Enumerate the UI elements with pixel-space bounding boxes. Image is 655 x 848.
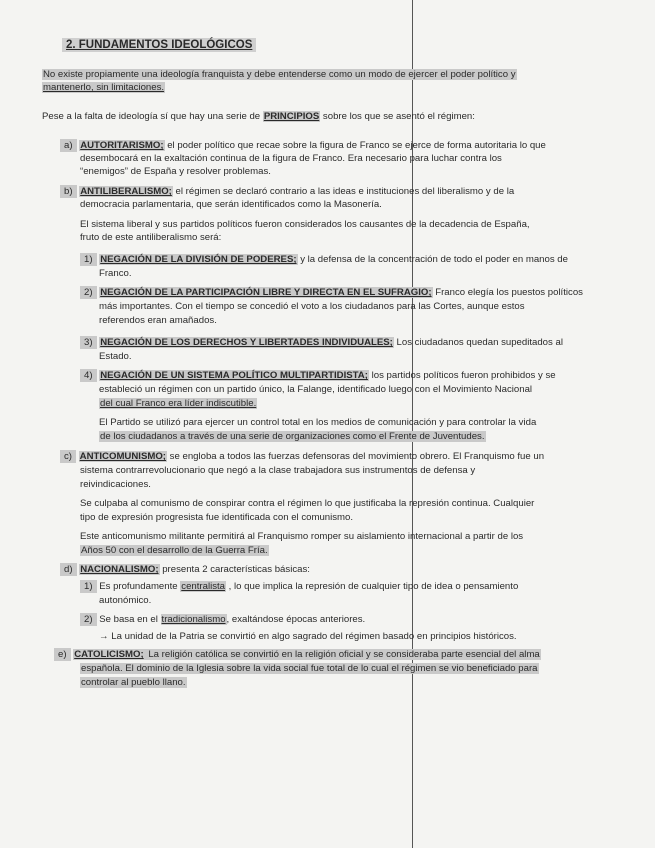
item-b2: 2) NEGACIÓN DE LA PARTICIPACIÓN LIBRE Y DIRECTA EN EL SUFRAGIO; Franco elegía los puestos políticos <box>80 286 583 299</box>
item-d1-line-2: autonómico. <box>99 595 152 606</box>
arrow-right-icon: → <box>99 631 109 642</box>
item-e-heading: CATOLICISMO; <box>74 649 144 660</box>
item-b4-line-4: El Partido se utilizó para ejercer un control total en los medios de comunicación y para controlar la vida <box>99 417 537 428</box>
item-b1-line-2: Franco. <box>99 268 132 279</box>
item-e: e) CATOLICISMO; La religión católica se convirtió en la religión oficial y se consideraba parte esencial del alma <box>54 648 541 661</box>
item-e-line-3: controlar al pueblo llano. <box>81 677 186 688</box>
item-d1: 1) Es profundamente centralista , lo que implica la represión de cualquier tipo de idea o pensamiento <box>80 580 518 593</box>
item-c: c) ANTICOMUNISMO; se engloba a todos las fuerzas defensoras del movimiento obrero. El Franquismo fue un <box>60 450 544 463</box>
item-c-line-7: Años 50 con el desarrollo de la Guerra Fría. <box>81 545 268 556</box>
item-b3-line-2: Estado. <box>99 351 132 362</box>
item-b3-heading: NEGACIÓN DE LOS DERECHOS Y LIBERTADES INDIVIDUALES; <box>100 337 393 348</box>
item-e-marker: e) <box>54 648 71 661</box>
intro-line-1: No existe propiamente una ideología franquista y debe entenderse como un modo de ejercer el poder político y <box>43 69 516 80</box>
item-b4: 4) NEGACIÓN DE UN SISTEMA POLÍTICO MULTIPARTIDISTA; los partidos políticos fueron prohibidos y se <box>80 369 556 382</box>
item-d-heading: NACIONALISMO; <box>80 564 159 575</box>
item-d1-keyword: centralista <box>181 581 226 592</box>
item-c-line-6: Este anticomunismo militante permitirá al Franquismo romper su aislamiento internacional a partir de los <box>80 531 524 542</box>
item-b3: 3) NEGACIÓN DE LOS DERECHOS Y LIBERTADES INDIVIDUALES; Los ciudadanos quedan supeditados al <box>80 336 563 349</box>
item-d2: 2) Se basa en el tradicionalismo, exaltándose épocas anteriores. <box>80 613 365 626</box>
item-b1-heading: NEGACIÓN DE LA DIVISIÓN DE PODERES; <box>100 254 297 265</box>
item-c-line-3: reivindicaciones. <box>80 479 151 490</box>
item-d-marker: d) <box>60 563 77 576</box>
item-b4-line-2: estableció un régimen con un partido único, la Falange, identificado luego con el Movimiento Nacional <box>99 384 533 395</box>
item-a-line-2: desembocará en la exaltación continua de la figura de Franco. Era necesario para luchar contra los <box>80 153 502 164</box>
item-e-line-2: española. El dominio de la Iglesia sobre la vida social fue total de lo cual el régimen se vio beneficiado para <box>81 663 538 674</box>
item-b2-line-3: referendos eran amañados. <box>99 315 217 326</box>
item-b4-line-5: de los ciudadanos a través de una serie de organizaciones como el Frente de Juventudes. <box>100 431 485 442</box>
item-b4-line-3: del cual Franco era líder indiscutible. <box>100 398 257 409</box>
item-a: a) AUTORITARISMO; el poder político que recae sobre la figura de Franco se ejerce de forma autoritaria lo que <box>60 139 546 152</box>
item-c-line-5: tipo de expresión progresista fue identificada con el comunismo. <box>80 512 354 523</box>
principles-intro: Pese a la falta de ideología sí que hay una serie de PRINCIPIOS sobre los que se asentó el régimen: <box>42 111 475 122</box>
item-b2-line-2: más importantes. Con el tiempo se concedió el voto a los ciudadanos para las Cortes, aunque estos <box>99 301 525 312</box>
item-c-line-4: Se culpaba al comunismo de conspirar contra el régimen lo que justificaba la represión continua. Cualquier <box>80 498 535 509</box>
item-b2-heading: NEGACIÓN DE LA PARTICIPACIÓN LIBRE Y DIRECTA EN EL SUFRAGIO; <box>100 287 432 298</box>
item-d2-keyword: tradicionalismo <box>161 614 226 625</box>
item-b-line-3: El sistema liberal y sus partidos políticos fueron considerados los causantes de la decadencia de España, <box>80 219 530 230</box>
item-b-marker: b) <box>60 185 77 198</box>
item-b: b) ANTILIBERALISMO; el régimen se declaró contrario a las ideas e instituciones del liberalismo y de la <box>60 185 514 198</box>
item-b-heading: ANTILIBERALISMO; <box>80 186 172 197</box>
principles-keyword: PRINCIPIOS <box>263 111 320 122</box>
intro-line-2: mantenerlo, sin limitaciones. <box>43 82 165 93</box>
item-c-heading: ANTICOMUNISMO; <box>79 451 167 462</box>
item-d-arrow-line: → La unidad de la Patria se convirtió en algo sagrado del régimen basado en principios históricos. <box>99 631 517 642</box>
item-b1: 1) NEGACIÓN DE LA DIVISIÓN DE PODERES; y la defensa de la concentración de todo el poder en manos de <box>80 253 568 266</box>
item-c-marker: c) <box>60 450 76 463</box>
section-title: 2. FUNDAMENTOS IDEOLÓGICOS <box>62 38 256 52</box>
item-b-line-2: democracia parlamentaria, que serán identificados como la Masonería. <box>80 199 382 210</box>
item-b4-heading: NEGACIÓN DE UN SISTEMA POLÍTICO MULTIPARTIDISTA; <box>100 370 368 381</box>
item-a-marker: a) <box>60 139 77 152</box>
item-a-line-3: “enemigos” de España y resolver problemas. <box>80 166 271 177</box>
item-a-heading: AUTORITARISMO; <box>80 140 164 151</box>
item-b-line-4: fruto de este antiliberalismo será: <box>80 232 222 243</box>
item-c-line-2: sistema contrarrevolucionario que negó a la clase trabajadora sus instrumentos de defensa y <box>80 465 476 476</box>
item-d: d) NACIONALISMO; presenta 2 características básicas: <box>60 563 310 576</box>
